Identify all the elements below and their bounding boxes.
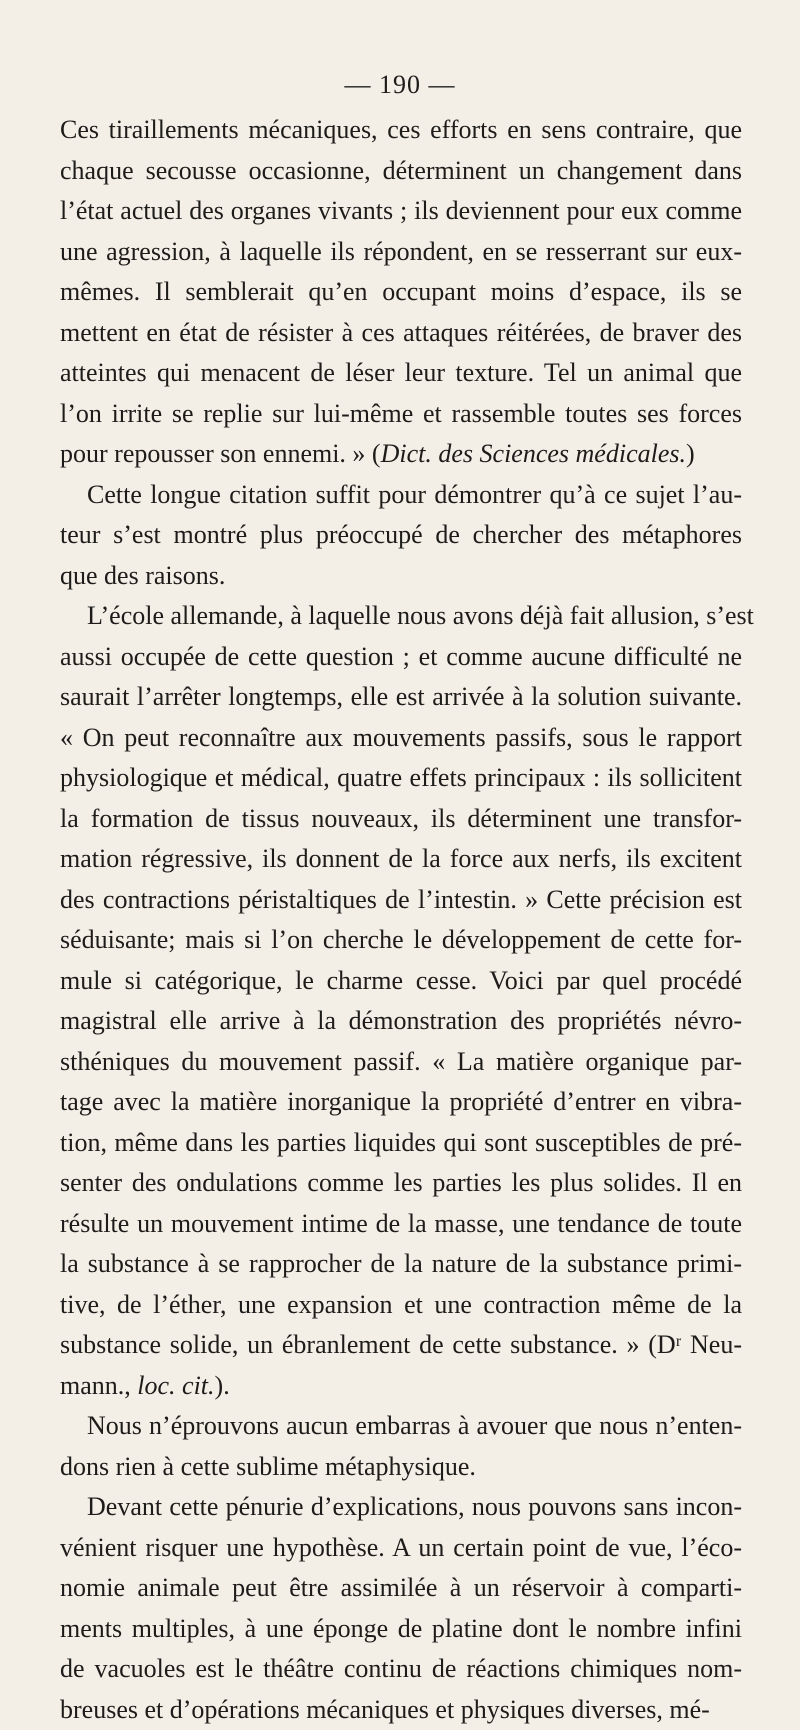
text-segment: Devant cette pénurie d’explications, nous pouvons sans incon- bbox=[87, 1492, 742, 1521]
text-segment: dons rien à cette sublime métaphysique. bbox=[60, 1452, 476, 1481]
text-line bbox=[60, 1528, 742, 1569]
text-line bbox=[60, 839, 742, 880]
text-line bbox=[60, 1609, 742, 1650]
text-line bbox=[60, 1123, 742, 1164]
text-line bbox=[60, 718, 742, 759]
paragraph bbox=[60, 596, 742, 1406]
text-segment: breuses et d’opérations mécaniques et physiques diverses, mé- bbox=[60, 1695, 710, 1724]
text-segment: senter des ondulations comme les parties les plus solides. Il en bbox=[60, 1168, 742, 1197]
text-line bbox=[60, 1568, 742, 1609]
text-segment: mule si catégorique, le charme cesse. Voici par quel procédé bbox=[60, 966, 742, 995]
text-segment: saurait l’arrêter longtemps, elle est arrivée à la solution suivante. bbox=[60, 682, 742, 711]
text-line bbox=[60, 556, 742, 597]
text-segment: tion, même dans les parties liquides qui sont susceptibles de pré- bbox=[60, 1128, 742, 1157]
paragraph bbox=[60, 475, 742, 597]
text-line bbox=[60, 1487, 742, 1528]
text-segment: de vacuoles est le théâtre continu de réactions chimiques nom- bbox=[60, 1654, 742, 1683]
text-line bbox=[60, 394, 742, 435]
text-line bbox=[60, 1366, 742, 1407]
text-segment: résulte un mouvement intime de la masse, une tendance de toute bbox=[60, 1209, 742, 1238]
text-line bbox=[60, 272, 742, 313]
text-segment: mêmes. Il semblerait qu’en occupant moins d’espace, ils se bbox=[60, 277, 742, 306]
text-segment: mann., bbox=[60, 1371, 137, 1400]
text-line bbox=[60, 880, 742, 921]
text-line bbox=[60, 475, 742, 516]
text-line bbox=[60, 1244, 742, 1285]
paragraph bbox=[60, 110, 742, 475]
text-segment: une agression, à laquelle ils répondent, en se resserrant sur eux- bbox=[60, 237, 742, 266]
text-segment: vénient risquer une hypothèse. A un certain point de vue, l’éco- bbox=[60, 1533, 742, 1562]
text-line bbox=[60, 1447, 742, 1488]
text-line bbox=[60, 1690, 742, 1730]
text-segment: la formation de tissus nouveaux, ils déterminent une transfor- bbox=[60, 804, 742, 833]
text-line bbox=[60, 677, 742, 718]
text-segment: tage avec la matière inorganique la propriété d’entrer en vibra- bbox=[60, 1087, 742, 1116]
text-segment: substance solide, un ébranlement de cette substance. » (Dʳ Neu- bbox=[60, 1330, 742, 1359]
text-segment: l’on irrite se replie sur lui-même et rassemble toutes ses forces bbox=[60, 399, 742, 428]
text-line bbox=[60, 1285, 742, 1326]
text-segment: Nous n’éprouvons aucun embarras à avouer que nous n’enten- bbox=[87, 1411, 742, 1440]
text-segment: ments multiples, à une éponge de platine dont le nombre infini bbox=[60, 1614, 742, 1643]
text-line bbox=[60, 1325, 742, 1366]
text-line bbox=[60, 151, 742, 192]
paragraph bbox=[60, 1487, 742, 1730]
text-segment: chaque secousse occasionne, déterminent un changement dans bbox=[60, 156, 742, 185]
text-line bbox=[60, 191, 742, 232]
text-line bbox=[60, 232, 742, 273]
text-segment: ). bbox=[215, 1371, 230, 1400]
paragraph bbox=[60, 1406, 742, 1487]
text-segment: la substance à se rapprocher de la nature de la substance primi- bbox=[60, 1249, 742, 1278]
text-line bbox=[60, 1406, 742, 1447]
text-segment: tive, de l’éther, une expansion et une contraction même de la bbox=[60, 1290, 742, 1319]
text-line bbox=[60, 799, 742, 840]
text-segment: L’école allemande, à laquelle nous avons déjà fait allusion, s’est bbox=[87, 601, 754, 630]
italic-text: loc. cit. bbox=[137, 1371, 214, 1400]
text-line bbox=[60, 637, 742, 678]
text-segment: « On peut reconnaître aux mouvements passifs, sous le rapport bbox=[60, 723, 742, 752]
text-line bbox=[60, 515, 742, 556]
text-line bbox=[60, 1001, 742, 1042]
text-line bbox=[60, 961, 742, 1002]
text-segment: aussi occupée de cette question ; et comme aucune difficulté ne bbox=[60, 642, 742, 671]
text-segment: teur s’est montré plus préoccupé de chercher des métaphores bbox=[60, 520, 742, 549]
text-segment: ) bbox=[686, 439, 695, 468]
text-line bbox=[60, 596, 742, 637]
text-segment: pour repousser son ennemi. » ( bbox=[60, 439, 381, 468]
text-segment: atteintes qui menacent de léser leur texture. Tel un animal que bbox=[60, 358, 742, 387]
text-line bbox=[60, 313, 742, 354]
text-segment: que des raisons. bbox=[60, 561, 225, 590]
text-line bbox=[60, 1649, 742, 1690]
text-segment: sthéniques du mouvement passif. « La matière organique par- bbox=[60, 1047, 742, 1076]
italic-text: Dict. des Sciences médicales. bbox=[381, 439, 686, 468]
text-segment: physiologique et médical, quatre effets principaux : ils sollicitent bbox=[60, 763, 742, 792]
text-line bbox=[60, 920, 742, 961]
page-number: — 190 — bbox=[0, 70, 800, 100]
text-line bbox=[60, 758, 742, 799]
text-line bbox=[60, 434, 742, 475]
text-segment: Cette longue citation suffit pour démontrer qu’à ce sujet l’au- bbox=[87, 480, 742, 509]
body-text bbox=[60, 110, 742, 1730]
text-segment: nomie animale peut être assimilée à un réservoir à comparti- bbox=[60, 1573, 742, 1602]
text-segment: séduisante; mais si l’on cherche le développement de cette for- bbox=[60, 925, 742, 954]
text-line bbox=[60, 1163, 742, 1204]
text-line bbox=[60, 1204, 742, 1245]
text-line bbox=[60, 353, 742, 394]
text-segment: Ces tiraillements mécaniques, ces efforts en sens contraire, que bbox=[60, 115, 742, 144]
text-segment: mation régressive, ils donnent de la force aux nerfs, ils excitent bbox=[60, 844, 742, 873]
text-line bbox=[60, 1082, 742, 1123]
text-line bbox=[60, 1042, 742, 1083]
text-segment: mettent en état de résister à ces attaques réitérées, de braver des bbox=[60, 318, 742, 347]
text-segment: magistral elle arrive à la démonstration des propriétés névro- bbox=[60, 1006, 742, 1035]
text-segment: des contractions péristaltiques de l’intestin. » Cette précision est bbox=[60, 885, 742, 914]
text-line bbox=[60, 110, 742, 151]
text-segment: l’état actuel des organes vivants ; ils deviennent pour eux comme bbox=[60, 196, 742, 225]
